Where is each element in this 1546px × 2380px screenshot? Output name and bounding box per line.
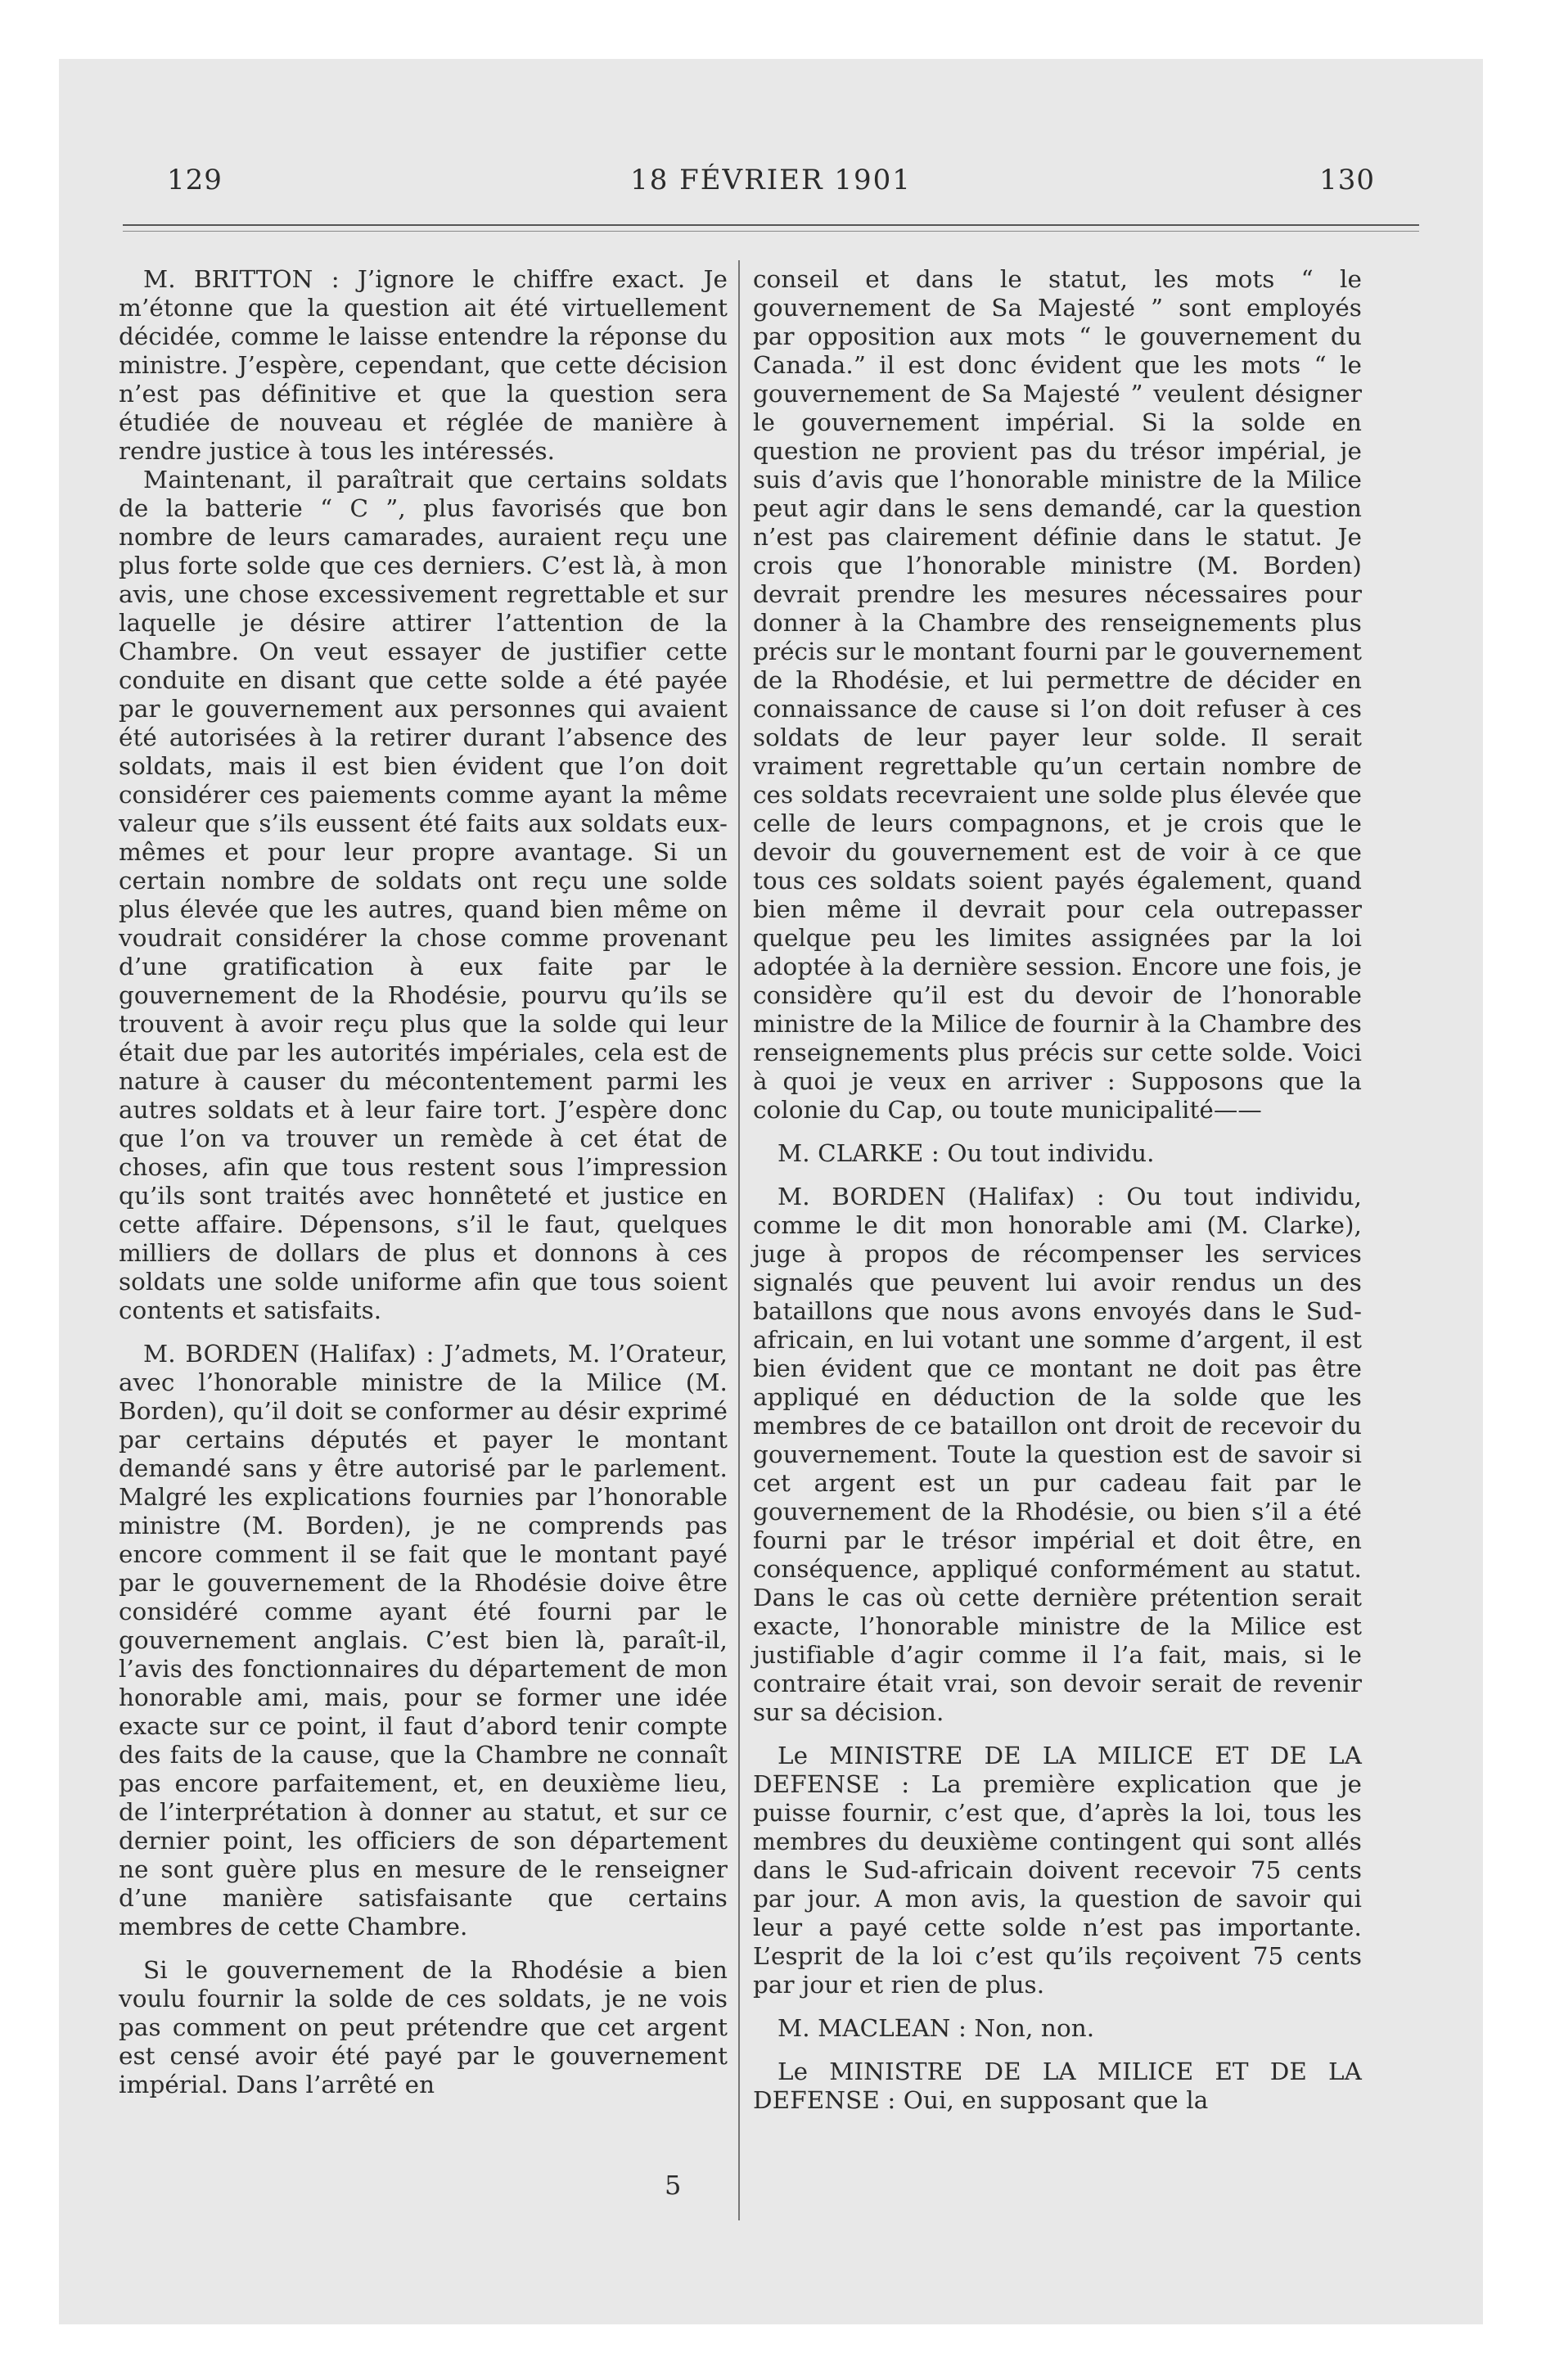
paragraph: conseil et dans le statut, les mots “ le gouvernement de Sa Majesté ” sont employés par opposition aux mots “ le gouvernement du Canada.” il est donc évident que les mots “ le gouvernement de Sa Majesté ” veulent désigner le gouvernement impérial. Si la solde en question ne provient pas du trésor impérial, je suis d’avis que l’honorable ministre de la Milice peut agir dans le sens demandé, car la question n’est pas clairement définie dans le statut. Je crois que l’honorable ministre (M. Borden) devrait prendre les mesures nécessaires pour donner à la Chambre des renseignements plus précis sur le montant fourni par le gouvernement de la Rhodésie, et lui permettre de décider en connaissance de cause si l’on doit refuser à ces soldats de leur payer leur solde. Il serait vraiment regrettable qu’un certain nombre de ces soldats recevraient une solde plus élevée que celle de leurs compagnons, et je crois que le devoir du gouvernement est de voir à ce que tous ces soldats soient payés également, quand bien même il devrait pour cela outrepasser quelque peu les limites assignées par la loi adoptée à la dernière session. Encore une fois, je considère qu’il est du devoir de l’honorable ministre de la Milice de fournir à la Chambre des renseignements plus précis sur cette solde. Voici à quoi je veux en arriver : Supposons que la colonie du Cap, ou toute municipalité—— — [753, 265, 1362, 1124]
footer-page-number: 5 — [665, 2170, 682, 2201]
header-rule — [123, 224, 1419, 232]
paragraph: Le MINISTRE DE LA MILICE ET DE LA DEFENSE : La première explication que je puisse fournir, c’est que, d’après la loi, tous les membres du deuxième contingent qui sont allés dans le Sud-africain doivent recevoir 75 cents par jour. A mon avis, la question de savoir qui leur a payé cette solde n’est pas importante. L’esprit de la loi c’est qu’ils reçoivent 75 cents par jour et rien de plus. — [753, 1742, 1362, 1999]
header-date: 18 FÉVRIER 1901 — [630, 164, 912, 196]
column-divider — [738, 260, 740, 2220]
paragraph: M. MACLEAN : Non, non. — [778, 2014, 1095, 2042]
paragraph: M. BRITTON : J’ignore le chiffre exact. Je m’étonne que la question ait été virtuellement décidée, comme le laisse entendre la réponse du ministre. J’espère, cependant, que cette décision n’est pas définitive et que la question sera étudiée de nouveau et réglée de manière à rendre justice à tous les intéressés. — [119, 265, 728, 465]
page-number-right: 130 — [1319, 164, 1375, 196]
paragraph: M. BORDEN (Halifax) : Ou tout individu, comme le dit mon honorable ami (M. Clarke), juge à propos de récompenser les services signalés que peuvent lui avoir rendus un des bataillons que nous avons envoyés dans le Sud-africain, en lui votant une somme d’argent, il est bien évident que ce montant ne doit pas être appliqué en déduction de la solde que les membres de ce bataillon ont droit de recevoir du gouvernement. Toute la question est de savoir si cet argent est un pur cadeau fait par le gouvernement de la Rhodésie, ou bien s’il a été fourni par le trésor impérial et doit être, en conséquence, appliqué conformément au statut. Dans le cas où cette dernière prétention serait exacte, l’honorable ministre de la Milice est justifiable d’agir comme il l’a fait, mais, si le contraire était vrai, son devoir serait de revenir sur sa décision. — [753, 1183, 1362, 1726]
paragraph: Maintenant, il paraîtrait que certains soldats de la batterie “ C ”, plus favorisés que bon nombre de leurs camarades, auraient reçu une plus forte solde que ces derniers. C’est là, à mon avis, une chose excessivement regrettable et sur laquelle je désire attirer l’attention de la Chambre. On veut essayer de justifier cette conduite en disant que cette solde a été payée par le gouvernement aux personnes qui avaient été autorisées à la retirer durant l’absence des soldats, mais il est bien évident que l’on doit considérer ces paiements comme ayant la même valeur que s’ils eussent été faits aux soldats eux-mêmes et pour leur propre avantage. Si un certain nombre de soldats ont reçu une solde plus élevée que les autres, quand bien même on voudrait considérer la chose comme provenant d’une gratification à eux faite par le gouvernement de la Rhodésie, pourvu qu’ils se trouvent à avoir reçu plus que la solde qui leur était due par les autorités impériales, cela est de nature à causer du mécontentement parmi les autres soldats et à leur faire tort. J’espère donc que l’on va trouver un remède à cet état de choses, afin que tous restent sous l’impression qu’ils sont traités avec honnêteté et justice en cette affaire. Dépensons, s’il le faut, quelques milliers de dollars de plus et donnons à ces soldats une solde uniforme afin que tous soient contents et satisfaits. — [119, 466, 728, 1324]
page-number-left: 129 — [167, 164, 223, 196]
paragraph: M. CLARKE : Ou tout individu. — [778, 1139, 1155, 1167]
left-column — [119, 265, 728, 2099]
scanned-page-background — [59, 59, 1483, 2324]
page — [59, 59, 1483, 2324]
paragraph: M. BORDEN (Halifax) : J’admets, M. l’Orateur, avec l’honorable ministre de la Milice (M. Borden), qu’il doit se conformer au désir exprimé par certains députés et payer le montant demandé sans y être autorisé par le parlement. Malgré les explications fournies par l’honorable ministre (M. Borden), je ne comprends pas encore comment il se fait que le montant payé par le gouvernement de la Rhodésie doive être considéré comme ayant été fourni par le gouvernement anglais. C’est bien là, paraît-il, l’avis des fonctionnaires du département de mon honorable ami, mais, pour se former une idée exacte sur ce point, il faut d’abord tenir compte des faits de la cause, que la Chambre ne connaît pas encore parfaitement, et, en deuxième lieu, de l’interprétation à donner au statut, et sur ce dernier point, les officiers de son département ne sont guère plus en mesure de le renseigner d’une manière satisfaisante que certains membres de cette Chambre. — [119, 1340, 728, 1941]
paragraph: Le MINISTRE DE LA MILICE ET DE LA DEFENSE : Oui, en supposant que la — [753, 2058, 1362, 2114]
right-column — [753, 265, 1362, 2115]
page-header — [167, 164, 1375, 205]
paragraph: Si le gouvernement de la Rhodésie a bien voulu fournir la solde de ces soldats, je ne vois pas comment on peut prétendre que cet argent est censé avoir été payé par le gouvernement impérial. Dans l’arrêté en — [119, 1956, 728, 2098]
